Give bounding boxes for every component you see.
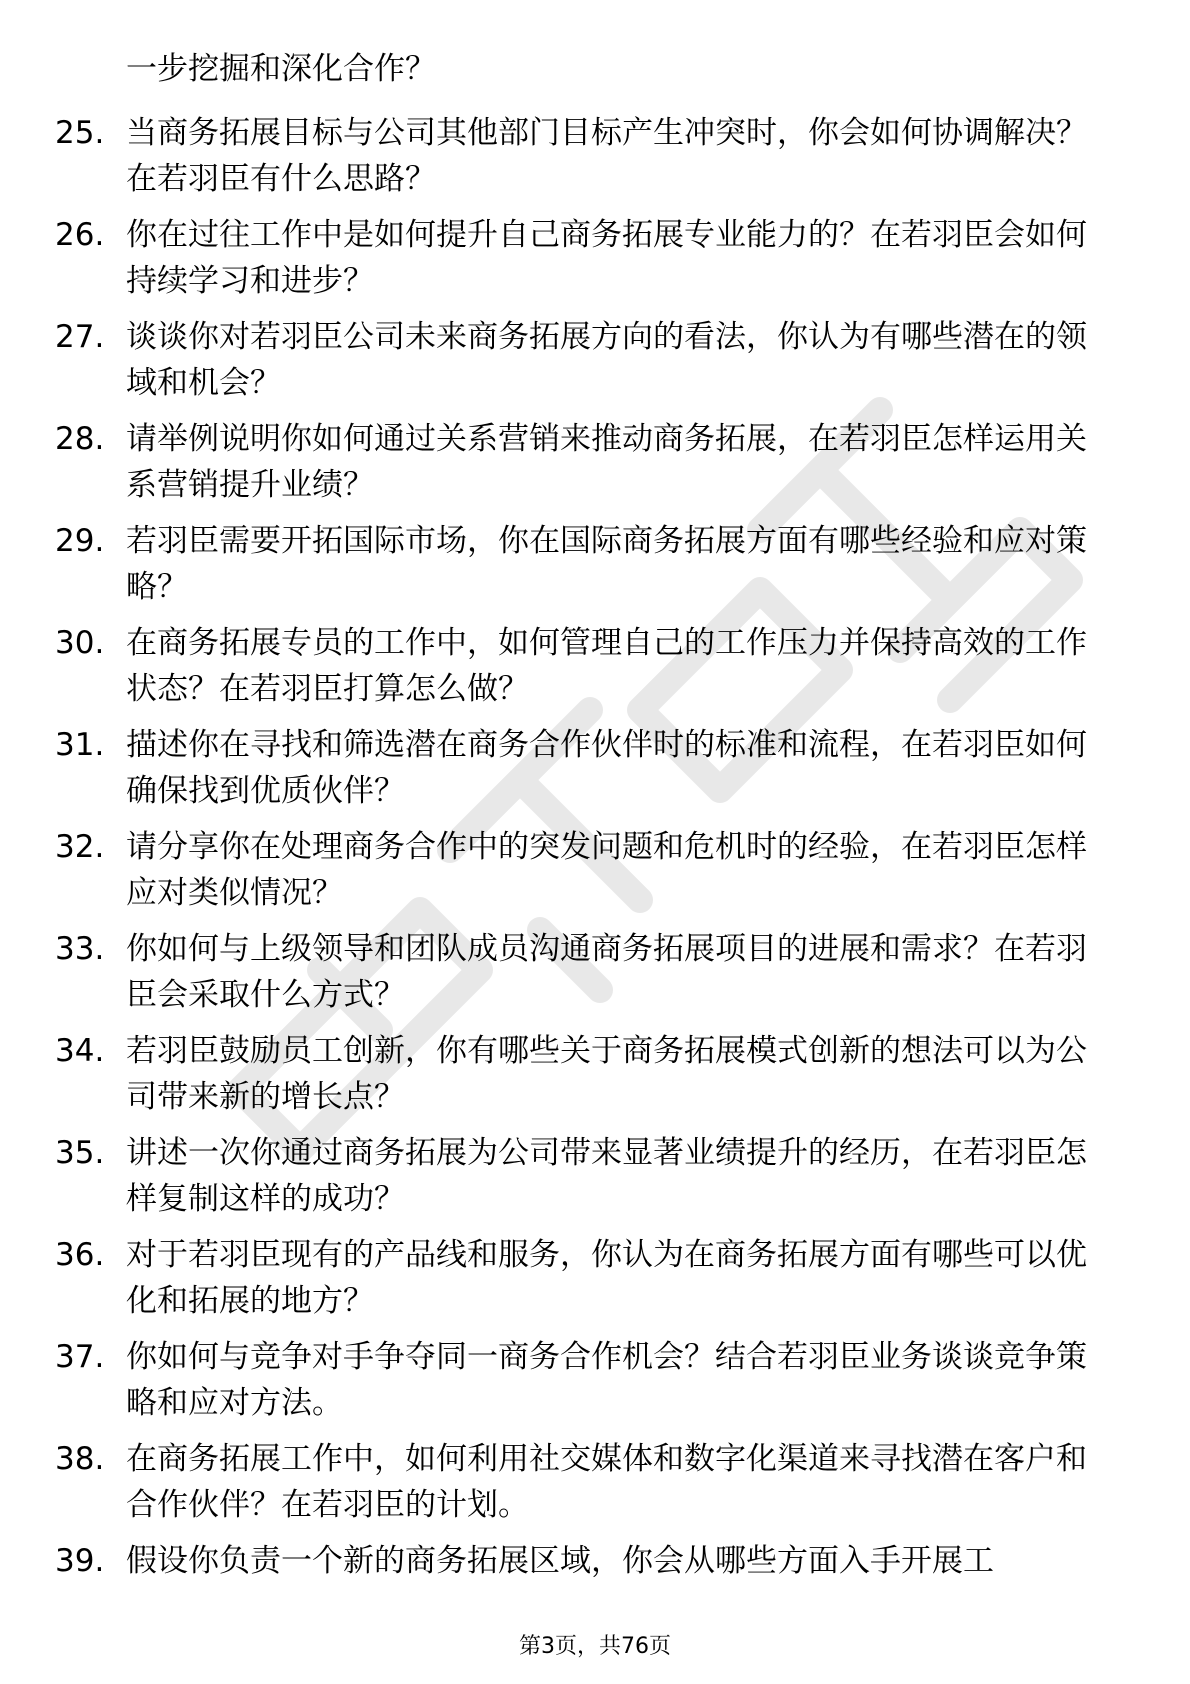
list-item: [55, 314, 1115, 406]
question-list: [55, 110, 1115, 1594]
list-item: [55, 1232, 1115, 1324]
question-number: 39.: [55, 1543, 105, 1579]
question-number: 26.: [55, 217, 105, 253]
list-item: [55, 1538, 1115, 1584]
question-number: 38.: [55, 1441, 105, 1477]
list-item: [55, 1028, 1115, 1120]
list-item: [55, 416, 1115, 508]
question-number: 25.: [55, 115, 105, 151]
question-number: 37.: [55, 1339, 105, 1375]
list-item: [55, 926, 1115, 1018]
page-footer: 第3页，共76页: [519, 1634, 671, 1659]
list-item: [55, 110, 1115, 202]
question-text: 描述你在寻找和筛选潜在商务合作伙伴时的标准和流程，在若羽臣如何确保找到优质伙伴？: [126, 727, 1087, 809]
question-text: 请举例说明你如何通过关系营销来推动商务拓展，在若羽臣怎样运用关系营销提升业绩？: [126, 421, 1087, 503]
question-text: 对于若羽臣现有的产品线和服务，你认为在商务拓展方面有哪些可以优化和拓展的地方？: [126, 1237, 1087, 1319]
question-number: 27.: [55, 319, 105, 355]
question-text: 你如何与上级领导和团队成员沟通商务拓展项目的进展和需求？在若羽臣会采取什么方式？: [126, 931, 1087, 1013]
list-item: [55, 722, 1115, 814]
list-item: [55, 518, 1115, 610]
question-number: 36.: [55, 1237, 105, 1273]
question-text: 在商务拓展工作中，如何利用社交媒体和数字化渠道来寻找潜在客户和合作伙伴？在若羽臣的计划。: [126, 1441, 1087, 1523]
list-item: [55, 212, 1115, 304]
question-text: 讲述一次你通过商务拓展为公司带来显著业绩提升的经历，在若羽臣怎样复制这样的成功？: [126, 1135, 1087, 1217]
list-item: [55, 1334, 1115, 1426]
question-number: 34.: [55, 1033, 105, 1069]
question-text: 若羽臣需要开拓国际市场，你在国际商务拓展方面有哪些经验和应对策略？: [126, 523, 1087, 605]
question-number: 28.: [55, 421, 105, 457]
question-text: 在商务拓展专员的工作中，如何管理自己的工作压力并保持高效的工作状态？在若羽臣打算怎么做？: [126, 625, 1087, 707]
question-number: 35.: [55, 1135, 105, 1171]
list-item: [55, 824, 1115, 916]
question-text: 你在过往工作中是如何提升自己商务拓展专业能力的？在若羽臣会如何持续学习和进步？: [126, 217, 1087, 299]
question-number: 32.: [55, 829, 105, 865]
question-text: 当商务拓展目标与公司其他部门目标产生冲突时，你会如何协调解决？在若羽臣有什么思路？: [126, 115, 1087, 197]
continued-question-text: 一步挖掘和深化合作？: [126, 51, 436, 87]
question-text: 若羽臣鼓励员工创新，你有哪些关于商务拓展模式创新的想法可以为公司带来新的增长点？: [126, 1033, 1087, 1115]
question-text: 你如何与竞争对手争夺同一商务合作机会？结合若羽臣业务谈谈竞争策略和应对方法。: [126, 1339, 1087, 1421]
question-text: 假设你负责一个新的商务拓展区域，你会从哪些方面入手开展工: [126, 1543, 994, 1579]
list-item: [55, 1130, 1115, 1222]
question-number: 33.: [55, 931, 105, 967]
list-item: [55, 1436, 1115, 1528]
question-number: 30.: [55, 625, 105, 661]
question-text: 请分享你在处理商务合作中的突发问题和危机时的经验，在若羽臣怎样应对类似情况？: [126, 829, 1087, 911]
question-text: 谈谈你对若羽臣公司未来商务拓展方向的看法，你认为有哪些潜在的领域和机会？: [126, 319, 1087, 401]
question-number: 31.: [55, 727, 105, 763]
question-number: 29.: [55, 523, 105, 559]
list-item: [55, 620, 1115, 712]
